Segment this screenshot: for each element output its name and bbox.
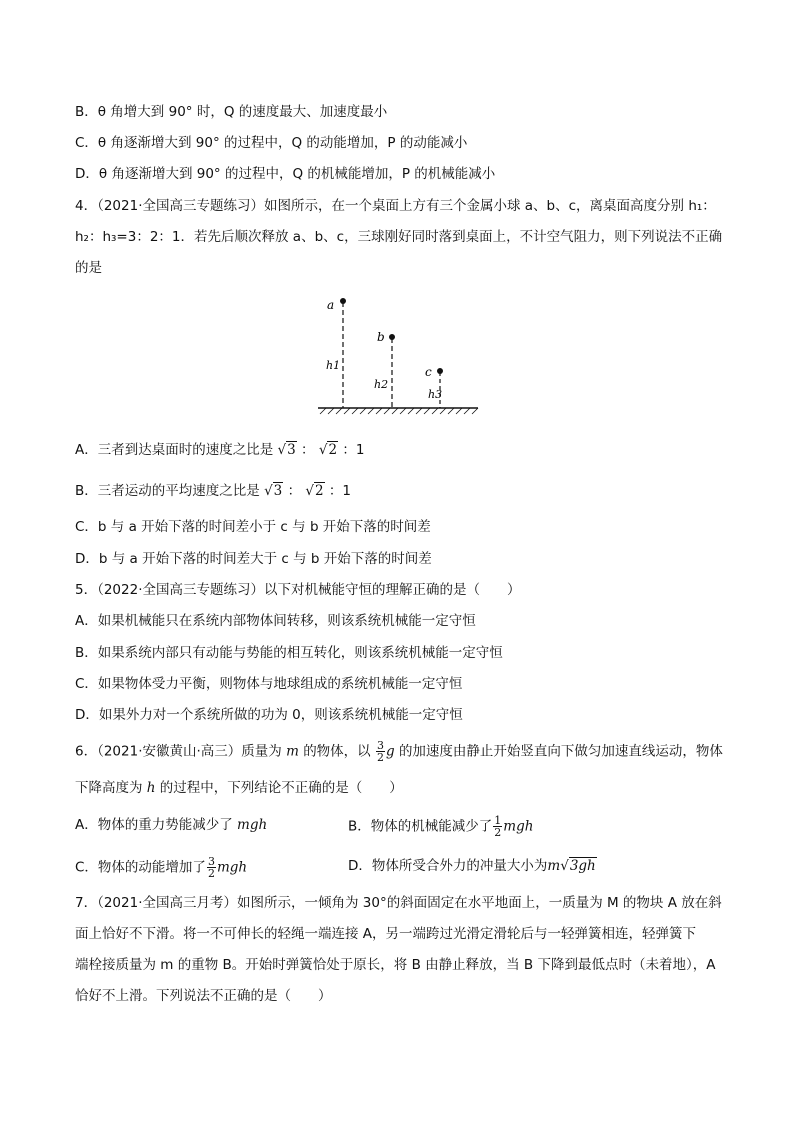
q4-option-b-text: B．三者运动的平均速度之比是	[75, 483, 260, 499]
label-ball-b: b	[377, 330, 385, 344]
symbol-m: m	[547, 858, 561, 874]
q3-option-d: D．θ 角逐渐增大到 90° 的过程中，Q 的机械能增加，P 的机械能减小	[75, 166, 496, 182]
fraction-3-2	[376, 740, 385, 763]
fraction-denominator: 2	[207, 867, 215, 880]
sqrt-3gh-radicand: 3gh	[569, 858, 596, 874]
q6-stem-line-2	[75, 778, 403, 798]
expr-mgh: mgh	[237, 817, 268, 833]
q4-stem-line-2: h₂：h₃=3：2：1．若先后顺次释放 a、b、c，三球刚好同时落到桌面上，不计空气阻力，则下列说法不正确	[75, 229, 723, 245]
label-ball-a: a	[327, 298, 335, 312]
fraction-denominator: 2	[494, 826, 502, 839]
q6-stem-text: 下降高度为	[75, 780, 143, 796]
table-hatching	[320, 408, 478, 414]
fraction-numerator: 3	[376, 739, 384, 752]
q5-option-c: C．如果物体受力平衡，则物体与地球组成的系统机械能一定守恒	[75, 676, 463, 692]
q6-option-c	[75, 856, 247, 879]
symbol-m: m	[286, 743, 299, 760]
label-ball-c: c	[425, 365, 432, 379]
q6-stem-text: 的加速度由静止开始竖直向下做匀加速直线运动，物体	[398, 743, 723, 760]
q5-option-a: A．如果机械能只在系统内部物体间转移，则该系统机械能一定守恒	[75, 613, 476, 629]
ratio-separator: ：	[301, 442, 315, 458]
expr-mgh: mgh	[216, 859, 248, 876]
q4-stem-line-1: 4．（2021·全国高三专题练习）如图所示，在一个桌面上方有三个金属小球 a、b、c，离桌面高度分别 h₁：	[75, 198, 716, 214]
fraction-1-2	[493, 815, 502, 838]
q6-option-d-text: D．物体所受合外力的冲量大小为	[348, 858, 548, 874]
fraction-denominator: 2	[376, 751, 384, 764]
q5-option-d: D．如果外力对一个系统所做的功为 0，则该系统机械能一定守恒	[75, 707, 463, 723]
ratio-separator: ：	[287, 483, 302, 499]
sqrt-3: √3	[264, 483, 283, 499]
q6-option-a-text: A．物体的重力势能减少了	[75, 817, 233, 833]
q4-stem-line-3: 的是	[75, 260, 102, 276]
ratio-end: ：1	[328, 483, 351, 499]
fraction-numerator: 1	[494, 814, 502, 827]
q6-option-b-text: B．物体的机械能减少了	[348, 818, 493, 835]
q4-option-a-text: A．三者到达桌面时的速度之比是	[75, 442, 274, 458]
q4-option-a	[75, 440, 364, 460]
q3-option-b: B．θ 角增大到 90° 时，Q 的速度最大、加速度最小	[75, 104, 388, 120]
label-h2: h2	[374, 378, 389, 391]
sqrt-2: √2	[305, 483, 324, 499]
q4-option-d: D．b 与 a 开始下落的时间差大于 c 与 b 开始下落的时间差	[75, 551, 432, 567]
sqrt-2-radicand: 2	[314, 483, 324, 499]
q7-stem-line-2: 面上恰好不下滑。将一不可伸长的轻绳一端连接 A，另一端跨过光滑定滑轮后与一轻弹簧相连，轻弹簧下	[75, 926, 697, 942]
sqrt-3: √3	[277, 442, 296, 458]
ball-b	[389, 334, 395, 340]
q5-stem: 5．（2022·全国高三专题练习）以下对机械能守恒的理解正确的是（ ）	[75, 582, 521, 598]
q3-option-c: C．θ 角逐渐增大到 90° 的过程中，Q 的动能增加，P 的动能减小	[75, 135, 468, 151]
sqrt-3-radicand: 3	[287, 442, 296, 458]
sqrt-3gh: √3gh	[560, 858, 596, 874]
q6-option-d	[348, 856, 597, 876]
sqrt-2-radicand: 2	[328, 442, 338, 458]
q4-option-b	[75, 481, 351, 501]
ball-c	[437, 368, 443, 374]
fraction-3-2	[207, 856, 216, 879]
label-h3: h3	[428, 388, 443, 401]
q7-stem-line-1: 7．（2021·全国高三月考）如图所示，一倾角为 30°的斜面固定在水平地面上，一质量为 M 的物块 A 放在斜	[75, 895, 722, 911]
symbol-h: h	[146, 780, 156, 796]
ratio-end: ：1	[342, 442, 365, 458]
q6-stem-text: 6．（2021·安徽黄山·高三）质量为	[75, 743, 282, 760]
q7-stem-line-4: 恰好不上滑。下列说法不正确的是（ ）	[75, 988, 332, 1004]
sqrt-2: √2	[318, 442, 338, 458]
q6-option-a	[75, 815, 267, 835]
q6-stem-text: 的过程中，下列结论不正确的是（ ）	[159, 780, 403, 796]
fraction-numerator: 3	[207, 855, 215, 868]
ball-a	[340, 298, 346, 304]
expr-mgh: mgh	[503, 818, 534, 835]
symbol-g: g	[385, 743, 395, 760]
q6-option-b	[348, 815, 533, 838]
q5-option-b: B．如果系统内部只有动能与势能的相互转化，则该系统机械能一定守恒	[75, 645, 503, 661]
label-h1: h1	[326, 359, 341, 372]
q6-option-c-text: C．物体的动能增加了	[75, 859, 206, 876]
q6-stem-line-1	[75, 740, 723, 763]
q6-stem-text: 的物体，以	[303, 743, 371, 760]
sqrt-3-radicand: 3	[273, 483, 283, 499]
q4-option-c: C．b 与 a 开始下落的时间差小于 c 与 b 开始下落的时间差	[75, 519, 431, 535]
q4-figure	[300, 290, 490, 420]
q7-stem-line-3: 端栓接质量为 m 的重物 B。开始时弹簧恰处于原长，将 B 由静止释放，当 B 下降到最低点时（未着地），A	[75, 957, 716, 973]
